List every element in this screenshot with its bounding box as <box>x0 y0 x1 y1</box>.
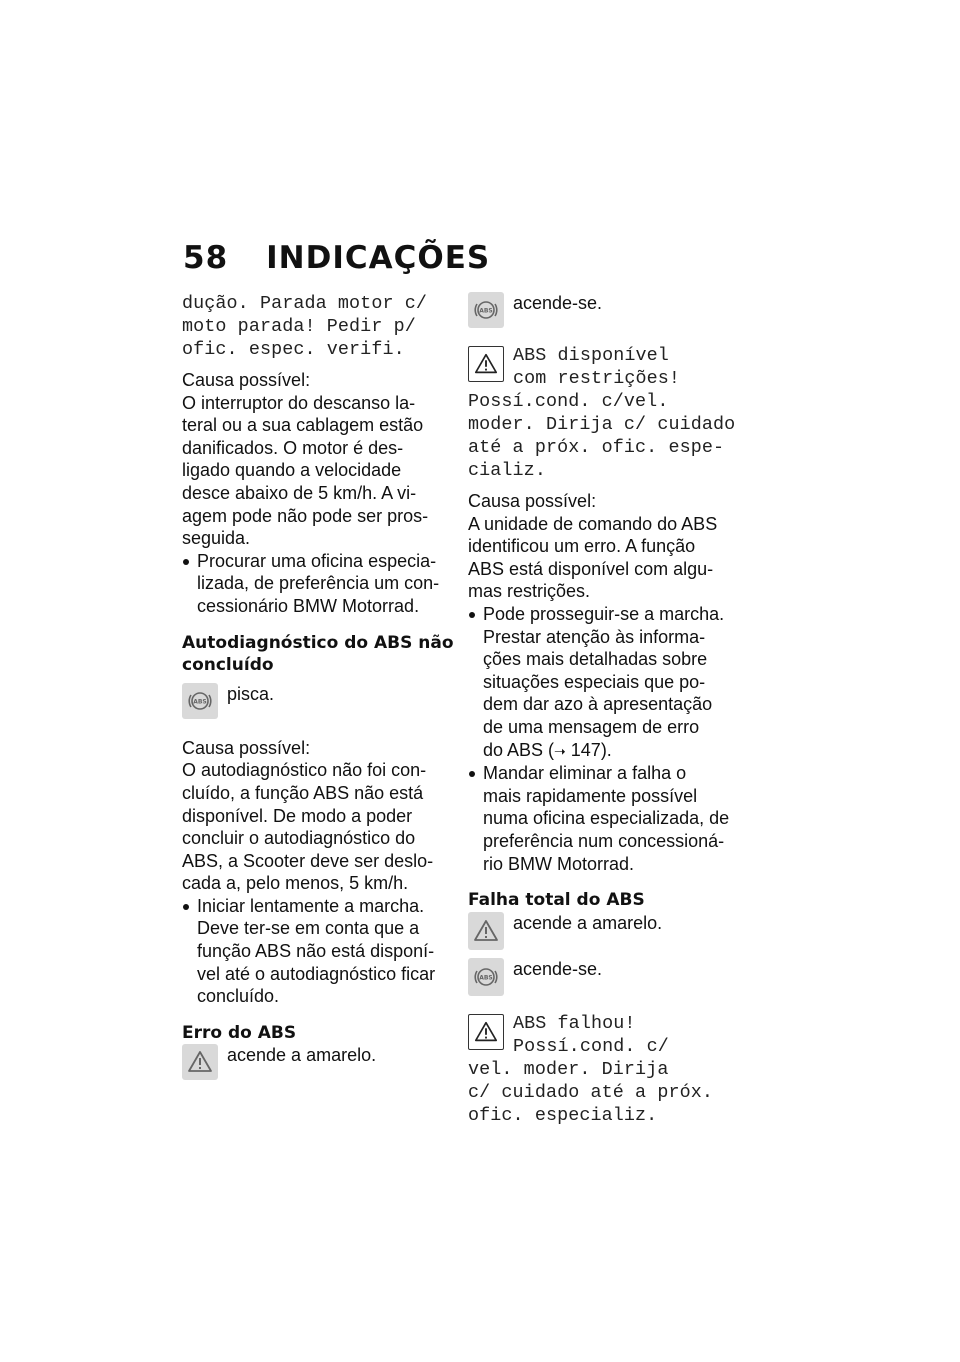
abs-warning-icon <box>468 958 504 996</box>
text-line: agem pode não pode ser pros- <box>182 505 429 526</box>
cause-label: Causa possível: <box>182 370 311 390</box>
bullet-item <box>468 603 740 762</box>
display-message-line: até a próx. ofic. espe- <box>468 437 725 458</box>
indicator-line <box>182 1044 454 1084</box>
display-message-line: moder. Dirija c/ cuidado <box>468 414 736 435</box>
text-line: concluído. <box>197 986 280 1007</box>
indicator-line <box>468 958 740 1004</box>
text-line: cluído, a função ABS não está <box>182 782 424 803</box>
section-heading: Falha total do ABS <box>468 890 645 911</box>
general-warning-icon <box>468 912 504 950</box>
display-message <box>182 292 454 361</box>
text-line: cada a, pelo menos, 5 km/h. <box>182 873 409 894</box>
bullet-dot-icon <box>183 559 189 565</box>
bullet-item <box>182 550 454 618</box>
text-line: Mandar eliminar a falha o <box>483 763 687 784</box>
page-reference-arrow-icon: ➝ <box>554 742 566 759</box>
page-reference[interactable] <box>483 739 740 763</box>
text-line: A unidade de comando do ABS <box>468 513 718 534</box>
display-message-line: c/ cuidado até a próx. <box>468 1081 713 1103</box>
cause-label: Causa possível: <box>468 491 597 511</box>
display-message-line: ofic. espec. verifi. <box>182 339 405 360</box>
text-line: desce abaixo de 5 km/h. A vi- <box>182 482 417 503</box>
text-line: Prestar atenção às informa- <box>483 626 706 647</box>
indicator-text: acende-se. <box>513 958 603 979</box>
text-line: concluir o autodiagnóstico do <box>182 828 416 849</box>
indicator-line <box>468 912 740 958</box>
indicator-text: pisca. <box>227 683 275 704</box>
text-line: Deve ter-se em conta que a <box>197 918 420 939</box>
display-message-line: Possí.cond. c/vel. <box>468 391 669 412</box>
text-line: seguida. <box>182 528 251 549</box>
text-line: lizada, de preferência um con- <box>197 573 440 594</box>
page-title: INDICAÇÕES <box>266 240 491 276</box>
display-message-line: Possí.cond. c/ <box>513 1035 669 1057</box>
indicator-text: acende-se. <box>513 293 603 313</box>
text-line: danificados. O motor é des- <box>182 437 404 458</box>
text-line: ligado quando a velocidade <box>182 460 402 481</box>
text-line: identificou um erro. A função <box>468 536 696 557</box>
text-line: Procurar uma oficina especia- <box>197 550 437 571</box>
section-heading: concluído <box>182 655 274 676</box>
display-message-line: ABS falhou! <box>513 1012 636 1034</box>
page-number: 58 <box>183 240 229 276</box>
text-line: vel até o autodiagnóstico ficar <box>197 963 436 984</box>
cause-label: Causa possível: <box>182 737 311 758</box>
page-reference-number: 147). <box>565 739 612 760</box>
display-message-line: vel. moder. Dirija <box>468 1058 669 1080</box>
left-column <box>182 292 454 1084</box>
display-message-line: moto parada! Pedir p/ <box>182 316 416 337</box>
text-line: teral ou a sua cablagem estão <box>182 415 424 436</box>
abs-warning-icon <box>182 683 218 719</box>
text-line: preferência num concessioná- <box>483 830 725 851</box>
cause-text <box>468 513 740 603</box>
text-line: função ABS não está disponí- <box>197 941 435 962</box>
text-line: cessionário BMW Motorrad. <box>197 595 420 616</box>
text-line: Iniciar lentamente a marcha. <box>197 895 425 916</box>
section-heading: Autodiagnóstico do ABS não <box>182 632 454 653</box>
page-header <box>183 240 490 276</box>
indicator-text: acende a amarelo. <box>513 912 663 933</box>
text-line: de uma mensagem de erro <box>483 716 700 737</box>
bullet-dot-icon <box>469 771 475 777</box>
text-line: ções mais detalhadas sobre <box>483 649 708 670</box>
bullet-dot-icon <box>183 904 189 910</box>
text-line: Pode prosseguir-se a marcha. <box>483 603 725 624</box>
display-message <box>468 1012 740 1127</box>
text-line: mais rapidamente possível <box>483 785 698 806</box>
display-message-line: ofic. especializ. <box>468 1104 658 1126</box>
text-line: ABS está disponível com algu- <box>468 558 714 579</box>
text-line: dem dar azo à apresentação <box>483 694 713 715</box>
abs-warning-icon <box>468 292 504 328</box>
svg-text:ABS: ABS <box>479 307 493 315</box>
display-message-line: dução. Parada motor c/ <box>182 293 427 314</box>
cause-text <box>182 392 454 550</box>
text-line: O autodiagnóstico não foi con- <box>182 760 427 781</box>
general-warning-icon <box>468 1014 504 1050</box>
svg-text:ABS: ABS <box>479 974 493 982</box>
bullet-item <box>468 762 740 875</box>
indicator-line <box>182 683 454 723</box>
text-line: O interruptor do descanso la- <box>182 392 416 413</box>
general-warning-icon <box>182 1044 218 1080</box>
svg-text:ABS: ABS <box>193 698 207 706</box>
text-line: disponível. De modo a poder <box>182 805 413 826</box>
bullet-item <box>182 895 454 1008</box>
text-line: mas restrições. <box>468 581 591 602</box>
page-reference-prefix: do ABS ( <box>483 739 555 760</box>
text-line: rio BMW Motorrad. <box>483 853 635 874</box>
display-message-line: ABS disponível <box>513 345 669 366</box>
section-heading: Erro do ABS <box>182 1022 297 1043</box>
text-line: numa oficina especializada, de <box>483 808 730 829</box>
cause-text <box>182 759 454 895</box>
indicator-text: acende a amarelo. <box>227 1045 377 1066</box>
display-message <box>468 344 740 482</box>
bullet-dot-icon <box>469 612 475 618</box>
text-line: situações especiais que po- <box>483 671 706 692</box>
general-warning-icon <box>468 346 504 382</box>
text-line: ABS, a Scooter deve ser deslo- <box>182 850 434 871</box>
indicator-line <box>468 292 740 336</box>
display-message-line: com restrições! <box>513 368 681 389</box>
right-column <box>468 292 740 1127</box>
display-message-line: cializ. <box>468 460 546 481</box>
